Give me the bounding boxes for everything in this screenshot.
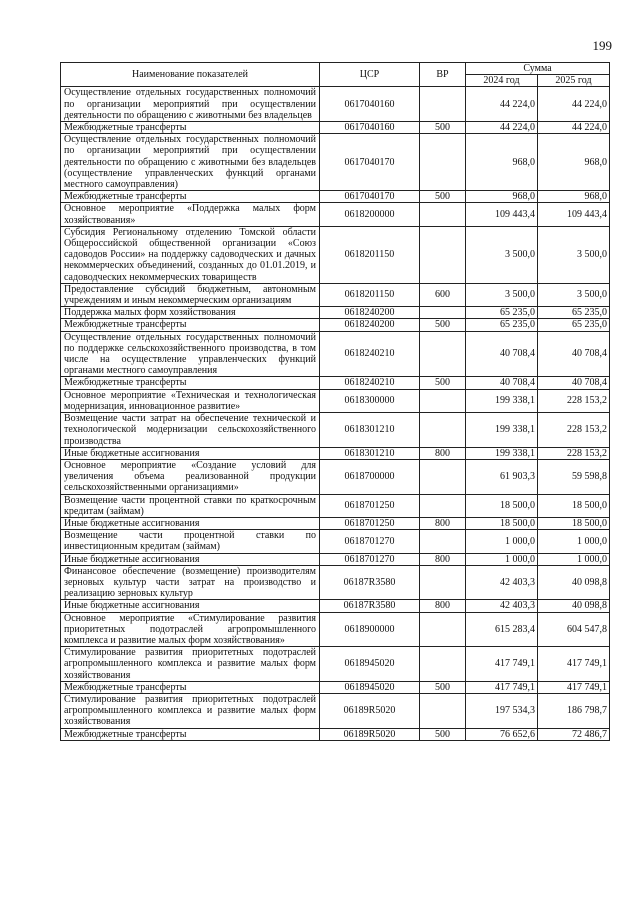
header-name: Наименование показателей	[61, 63, 320, 87]
cell-y2025: 417 749,1	[538, 681, 610, 693]
cell-name: Межбюджетные трансферты	[61, 377, 320, 389]
cell-y2024: 417 749,1	[466, 681, 538, 693]
table-row	[61, 87, 610, 122]
cell-y2024: 197 534,3	[466, 693, 538, 728]
cell-csr: 0618240210	[320, 377, 420, 389]
cell-name: Поддержка малых форм хозяйствования	[61, 307, 320, 319]
table-row	[61, 517, 610, 529]
cell-name: Осуществление отдельных государственных полномочий по организации мероприятий при осуществлении деятельности по обращению с животными без владельцев (осуществление управленческих функций органами местного самоуправления)	[61, 134, 320, 191]
table-header	[61, 63, 610, 87]
cell-y2025: 44 224,0	[538, 87, 610, 122]
cell-name: Возмещение части процентной ставки по краткосрочным кредитам (займам)	[61, 494, 320, 517]
cell-y2025: 968,0	[538, 134, 610, 191]
cell-y2025: 59 598,8	[538, 459, 610, 494]
cell-vr: 500	[420, 728, 466, 740]
cell-csr: 06189R5020	[320, 728, 420, 740]
cell-y2025: 40 098,8	[538, 600, 610, 612]
cell-y2024: 199 338,1	[466, 447, 538, 459]
cell-csr: 0618945020	[320, 647, 420, 682]
cell-y2024: 61 903,3	[466, 459, 538, 494]
cell-y2024: 109 443,4	[466, 203, 538, 226]
cell-y2024: 44 224,0	[466, 122, 538, 134]
cell-y2025: 3 500,0	[538, 226, 610, 283]
cell-name: Субсидия Региональному отделению Томской области Общероссийской общественной организации «Союз садоводов России» на поддержку садоводческих и дачных некоммерческих объединений, созданных до 01.01.2019, и садоводческих некоммерческих товариществ	[61, 226, 320, 283]
cell-name: Иные бюджетные ассигнования	[61, 553, 320, 565]
cell-name: Иные бюджетные ассигнования	[61, 447, 320, 459]
cell-y2025: 40 708,4	[538, 331, 610, 377]
cell-csr: 0618240210	[320, 331, 420, 377]
cell-y2024: 417 749,1	[466, 647, 538, 682]
cell-name: Возмещение части процентной ставки по инвестиционным кредитам (займам)	[61, 530, 320, 553]
cell-y2025: 1 000,0	[538, 553, 610, 565]
cell-y2025: 228 153,2	[538, 413, 610, 448]
cell-csr: 0618701270	[320, 553, 420, 565]
cell-csr: 0618301210	[320, 413, 420, 448]
cell-csr: 0618900000	[320, 612, 420, 647]
cell-vr	[420, 565, 466, 600]
cell-vr: 500	[420, 191, 466, 203]
cell-csr: 0618301210	[320, 447, 420, 459]
cell-name: Стимулирование развития приоритетных подотраслей агропромышленного комплекса и развитие малых форм хозяйствования	[61, 693, 320, 728]
cell-vr	[420, 307, 466, 319]
table-row	[61, 459, 610, 494]
cell-y2024: 3 500,0	[466, 226, 538, 283]
cell-csr: 0618701250	[320, 494, 420, 517]
cell-csr: 0618200000	[320, 203, 420, 226]
cell-vr: 800	[420, 600, 466, 612]
cell-csr: 0617040160	[320, 87, 420, 122]
cell-vr	[420, 647, 466, 682]
cell-csr: 0618300000	[320, 389, 420, 412]
cell-y2025: 228 153,2	[538, 389, 610, 412]
cell-y2024: 199 338,1	[466, 413, 538, 448]
table-row	[61, 203, 610, 226]
cell-vr	[420, 331, 466, 377]
header-2024: 2024 год	[466, 75, 538, 87]
cell-y2025: 40 708,4	[538, 377, 610, 389]
cell-name: Осуществление отдельных государственных полномочий по поддержке сельскохозяйственного производства, в том числе на осуществление управленческих функций органами местного самоуправления	[61, 331, 320, 377]
table-row	[61, 226, 610, 283]
cell-csr: 0618201150	[320, 283, 420, 306]
cell-csr: 0618240200	[320, 319, 420, 331]
cell-vr: 500	[420, 319, 466, 331]
cell-y2024: 968,0	[466, 134, 538, 191]
cell-vr	[420, 226, 466, 283]
table-row	[61, 307, 610, 319]
cell-y2025: 72 486,7	[538, 728, 610, 740]
cell-y2024: 1 000,0	[466, 530, 538, 553]
cell-y2024: 40 708,4	[466, 331, 538, 377]
cell-y2025: 109 443,4	[538, 203, 610, 226]
cell-name: Основное мероприятие «Поддержка малых форм хозяйствования»	[61, 203, 320, 226]
cell-name: Межбюджетные трансферты	[61, 728, 320, 740]
cell-vr	[420, 693, 466, 728]
cell-csr: 0618700000	[320, 459, 420, 494]
cell-vr	[420, 494, 466, 517]
cell-name: Осуществление отдельных государственных полномочий по организации мероприятий при осуществлении деятельности по обращению с животными без владельцев	[61, 87, 320, 122]
cell-vr	[420, 134, 466, 191]
page-number: 199	[592, 38, 612, 53]
cell-vr: 600	[420, 283, 466, 306]
cell-y2025: 417 749,1	[538, 647, 610, 682]
cell-y2025: 44 224,0	[538, 122, 610, 134]
cell-y2024: 3 500,0	[466, 283, 538, 306]
cell-y2024: 1 000,0	[466, 553, 538, 565]
table-row	[61, 553, 610, 565]
cell-vr: 500	[420, 377, 466, 389]
cell-y2024: 40 708,4	[466, 377, 538, 389]
cell-name: Стимулирование развития приоритетных подотраслей агропромышленного комплекса и развитие малых форм хозяйствования	[61, 647, 320, 682]
header-2025: 2025 год	[538, 75, 610, 87]
table-row	[61, 681, 610, 693]
cell-csr: 0618945020	[320, 681, 420, 693]
cell-y2024: 42 403,3	[466, 565, 538, 600]
table-body	[61, 87, 610, 740]
table-row	[61, 377, 610, 389]
cell-y2024: 44 224,0	[466, 87, 538, 122]
cell-vr	[420, 530, 466, 553]
table-row	[61, 319, 610, 331]
cell-csr: 06189R5020	[320, 693, 420, 728]
cell-csr: 0617040170	[320, 191, 420, 203]
cell-csr: 0617040170	[320, 134, 420, 191]
table-row	[61, 191, 610, 203]
cell-y2025: 228 153,2	[538, 447, 610, 459]
table-row	[61, 693, 610, 728]
cell-y2024: 18 500,0	[466, 517, 538, 529]
table-row	[61, 728, 610, 740]
cell-vr: 500	[420, 681, 466, 693]
cell-csr: 0618201150	[320, 226, 420, 283]
cell-name: Основное мероприятие «Создание условий для увеличения объема реализованной продукции сельскохозяйственными организациями»	[61, 459, 320, 494]
cell-name: Основное мероприятие «Техническая и технологическая модернизация, инновационное развитие»	[61, 389, 320, 412]
cell-name: Возмещение части затрат на обеспечение технической и технологической модернизации сельскохозяйственного производства	[61, 413, 320, 448]
table-row	[61, 647, 610, 682]
cell-y2024: 65 235,0	[466, 319, 538, 331]
cell-y2025: 65 235,0	[538, 307, 610, 319]
cell-vr	[420, 389, 466, 412]
cell-y2025: 186 798,7	[538, 693, 610, 728]
cell-y2024: 42 403,3	[466, 600, 538, 612]
cell-csr: 06187R3580	[320, 565, 420, 600]
cell-vr	[420, 87, 466, 122]
cell-csr: 0618240200	[320, 307, 420, 319]
table-row	[61, 122, 610, 134]
cell-y2024: 615 283,4	[466, 612, 538, 647]
cell-y2024: 65 235,0	[466, 307, 538, 319]
cell-name: Иные бюджетные ассигнования	[61, 600, 320, 612]
cell-y2024: 199 338,1	[466, 389, 538, 412]
cell-vr: 800	[420, 553, 466, 565]
table-row	[61, 612, 610, 647]
cell-y2025: 1 000,0	[538, 530, 610, 553]
header-sum: Сумма	[466, 63, 610, 75]
cell-y2025: 604 547,8	[538, 612, 610, 647]
cell-y2025: 3 500,0	[538, 283, 610, 306]
cell-vr: 800	[420, 447, 466, 459]
cell-y2025: 65 235,0	[538, 319, 610, 331]
cell-vr	[420, 459, 466, 494]
cell-y2025: 18 500,0	[538, 494, 610, 517]
header-vr: ВР	[420, 63, 466, 87]
table-row	[61, 447, 610, 459]
cell-vr: 800	[420, 517, 466, 529]
table-row	[61, 331, 610, 377]
cell-name: Межбюджетные трансферты	[61, 681, 320, 693]
cell-name: Межбюджетные трансферты	[61, 319, 320, 331]
table-row	[61, 134, 610, 191]
cell-y2025: 40 098,8	[538, 565, 610, 600]
table-row	[61, 413, 610, 448]
cell-vr	[420, 413, 466, 448]
cell-csr: 06187R3580	[320, 600, 420, 612]
cell-y2024: 968,0	[466, 191, 538, 203]
cell-csr: 0618701270	[320, 530, 420, 553]
cell-vr: 500	[420, 122, 466, 134]
cell-vr	[420, 203, 466, 226]
cell-name: Межбюджетные трансферты	[61, 122, 320, 134]
table-row	[61, 565, 610, 600]
cell-csr: 0617040160	[320, 122, 420, 134]
cell-csr: 0618701250	[320, 517, 420, 529]
cell-name: Основное мероприятие «Стимулирование развития приоритетных подотраслей агропромышленного комплекса и развитие малых форм хозяйствования»	[61, 612, 320, 647]
table-row	[61, 389, 610, 412]
table-row	[61, 600, 610, 612]
header-csr: ЦСР	[320, 63, 420, 87]
cell-vr	[420, 612, 466, 647]
cell-y2024: 76 652,6	[466, 728, 538, 740]
cell-name: Предоставление субсидий бюджетным, автономным учреждениям и иным некоммерческим организациям	[61, 283, 320, 306]
cell-name: Иные бюджетные ассигнования	[61, 517, 320, 529]
cell-y2025: 968,0	[538, 191, 610, 203]
table-row	[61, 530, 610, 553]
cell-name: Финансовое обеспечение (возмещение) производителям зерновых культур части затрат на производство и реализацию зерновых культур	[61, 565, 320, 600]
budget-table	[60, 62, 610, 741]
table-row	[61, 494, 610, 517]
cell-name: Межбюджетные трансферты	[61, 191, 320, 203]
cell-y2024: 18 500,0	[466, 494, 538, 517]
cell-y2025: 18 500,0	[538, 517, 610, 529]
table-row	[61, 283, 610, 306]
